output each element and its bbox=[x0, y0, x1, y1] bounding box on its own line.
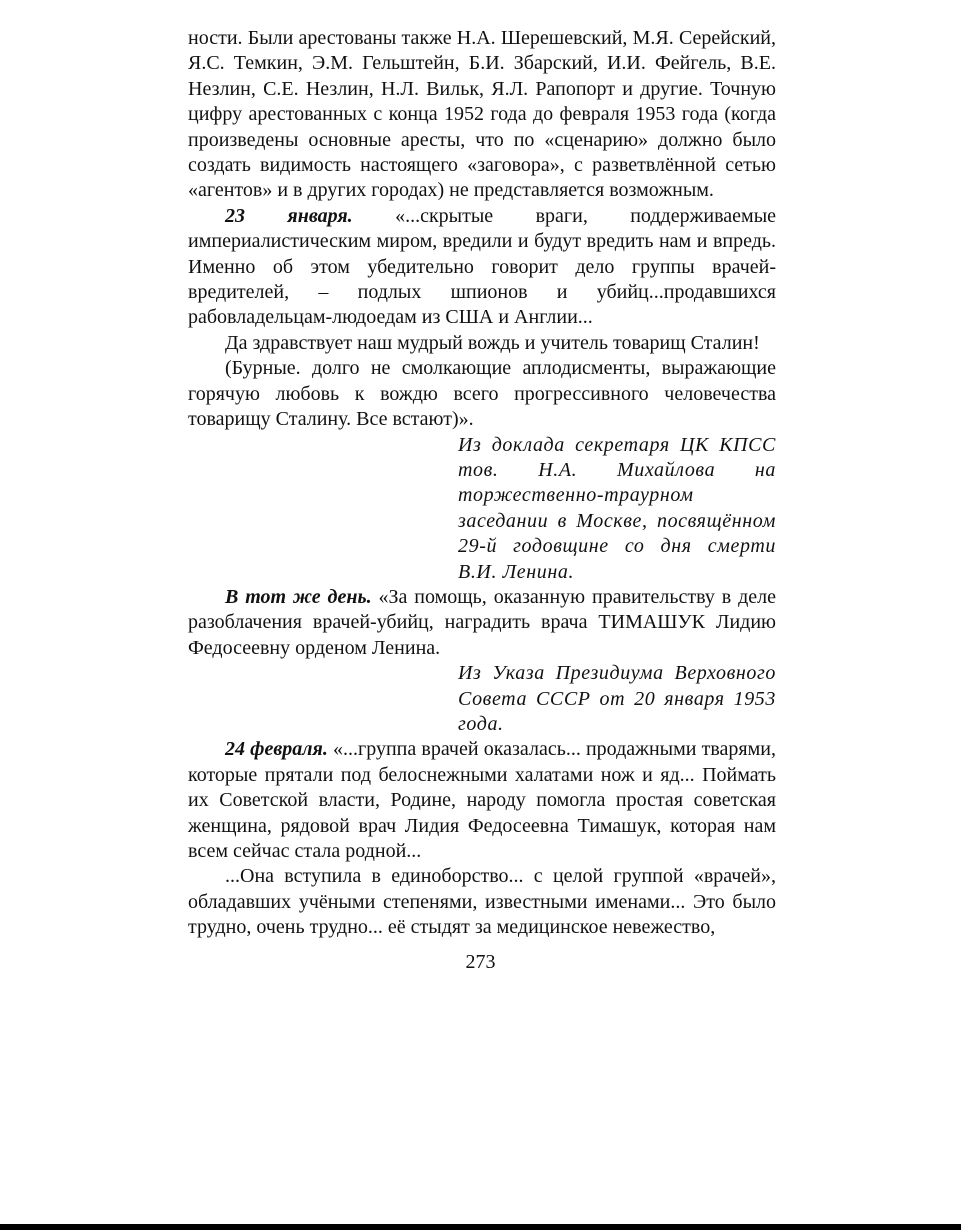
paragraph-applause bbox=[188, 356, 776, 432]
entry-date: 23 января. bbox=[225, 204, 353, 227]
entry-date: В тот же день. bbox=[225, 585, 372, 608]
page-body bbox=[188, 26, 776, 941]
source-attribution-mikhailov: Из доклада секретаря ЦК КПСС тов. Н.А. Михайлова на торжественно-траурном заседании в Москве, посвящённом 29-й годовщине со дня смерти В.И. Ленина. bbox=[458, 433, 776, 583]
paragraph-text: ...Она вступила в единоборство... с целой группой «врачей», обладавших учёными степенями, известными именами... Это было трудно, очень трудно... её стыдят за медицинское невежество, bbox=[188, 865, 776, 939]
paragraph-february-24 bbox=[188, 737, 776, 864]
paragraph-text: «...группа врачей оказалась... продажными тварями, которые прятали под белоснежными халатами нож и яд... Поймать их Советской власти, Родине, народу помогла простая советская женщина, рядовой врач Лидия Федосеевна Тимашук, которая нам всем сейчас стала родной... bbox=[188, 738, 776, 862]
entry-date: 24 февраля. bbox=[225, 738, 328, 761]
source-attribution-decree: Из Указа Президиума Верховного Совета СССР от 20 января 1953 года. bbox=[458, 662, 776, 735]
paragraph-arrests bbox=[188, 26, 776, 204]
paragraph-single-combat bbox=[188, 864, 776, 940]
paragraph-text: «За помощь, оказанную правительству в деле разоблачения врачей-убийц, наградить врача ТИМАШУК Лидию Федосеевну орденом Ленина. bbox=[188, 585, 776, 659]
paragraph-text: (Бурные. долго не смолкающие аплодисменты, выражающие горячую любовь к вождю всего прогрессивного человечества товарищу Сталину. Все встают)». bbox=[188, 357, 776, 431]
paragraph-text: «...скрытые враги, поддерживаемые империалистическим миром, вредили и будут вредить нам и впредь. Именно об этом убедительно говорит дело группы врачей-вредителей, – подлых шпионов и убийц...продавшихся рабовладельцам-людоедам из США и Англии... bbox=[188, 204, 777, 329]
paragraph-january-23 bbox=[188, 204, 776, 331]
page-number: 273 bbox=[465, 951, 496, 973]
paragraph-text: ности. Были арестованы также Н.А. Шерешевский, М.Я. Серейский, Я.С. Темкин, Э.М. Гельштейн, Б.И. Збарский, И.И. Фейгель, В.Е. Незлин, С.Е. Незлин, Н.Л. Вильк, Я.Л. Рапопорт и другие. Точную цифру арестованных с конца 1952 года до февраля 1953 года (когда произведены основные аресты, что по «сценарию» должно было создать видимость настоящего «заговора», с разветвлённой сетью «агентов» и в других городах) не представляется возможным. bbox=[188, 27, 776, 202]
bottom-edge-rule bbox=[0, 1224, 961, 1230]
paragraph-same-day bbox=[188, 585, 776, 661]
paragraph-text: Да здравствует наш мудрый вождь и учитель товарищ Сталин! bbox=[225, 331, 760, 354]
paragraph-stalin-toast bbox=[188, 331, 776, 356]
